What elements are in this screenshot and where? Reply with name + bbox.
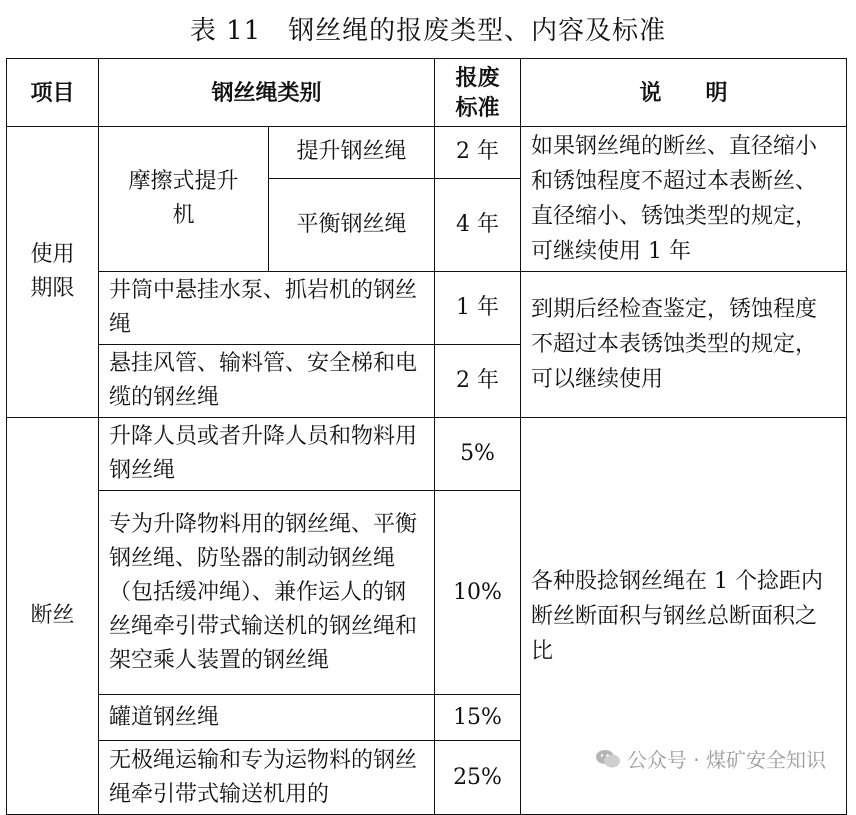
shaft-pump-rope-label: 井筒中悬挂水泵、抓岩机的钢丝绳: [99, 272, 435, 345]
shaft-pump-rope-standard: 1 年: [435, 272, 521, 345]
table-title: 表 11 钢丝绳的报废类型、内容及标准: [189, 16, 667, 46]
watermark: [591, 742, 830, 775]
hoist-rope-standard: 2 年: [435, 127, 521, 179]
wechat-icon: [595, 749, 621, 769]
table-header-row: [7, 59, 847, 127]
header-category: 钢丝绳类别: [99, 59, 435, 127]
broken-row1-label: 升降人员或者升降人员和物料用钢丝绳: [99, 418, 435, 491]
friction-hoist-label: 摩擦式提升 机: [99, 127, 269, 272]
table-row: [7, 127, 847, 179]
broken-row2-label: 专为升降物料用的钢丝绳、平衡钢丝绳、防坠器的制动钢丝绳（包括缓冲绳）、兼作运人的钢丝绳牵引带式输送机的钢丝绳和架空乘人装置的钢丝绳: [99, 491, 435, 695]
air-pipe-rope-standard: 2 年: [435, 345, 521, 418]
watermark-text: 公众号 · 煤矿安全知识: [626, 748, 826, 772]
table-row: [7, 418, 847, 491]
broken-row4-label: 无极绳运输和专为运物料的钢丝绳牵引带式输送机用的: [99, 741, 435, 815]
header-item: 项目: [7, 59, 99, 127]
header-note: 说 明: [521, 59, 847, 127]
balance-rope-label: 平衡钢丝绳: [269, 178, 435, 271]
air-pipe-rope-label: 悬挂风管、输料管、安全梯和电缆的钢丝绳: [99, 345, 435, 418]
header-standard: 报废 标准: [435, 59, 521, 127]
hoist-rope-label: 提升钢丝绳: [269, 127, 435, 179]
broken-row2-standard: 10%: [435, 491, 521, 695]
broken-row3-standard: 15%: [435, 695, 521, 741]
broken-note: 各种股捻钢丝绳在 1 个捻距内断丝断面积与钢丝总断面积之比: [521, 418, 847, 815]
section-broken-label: 断丝: [7, 418, 99, 815]
broken-row4-standard: 25%: [435, 741, 521, 815]
balance-rope-standard: 4 年: [435, 178, 521, 271]
broken-row1-standard: 5%: [435, 418, 521, 491]
broken-row3-label: 罐道钢丝绳: [99, 695, 435, 741]
table-row: [7, 272, 847, 345]
scrap-standard-table: [6, 58, 847, 815]
usage-note-1: 如果钢丝绳的断丝、直径缩小和锈蚀程度不超过本表断丝、直径缩小、锈蚀类型的规定，可继续使用 1 年: [521, 127, 847, 272]
section-usage-label: 使用 期限: [7, 127, 99, 418]
usage-note-2: 到期后经检查鉴定，锈蚀程度不超过本表锈蚀类型的规定，可以继续使用: [521, 272, 847, 418]
